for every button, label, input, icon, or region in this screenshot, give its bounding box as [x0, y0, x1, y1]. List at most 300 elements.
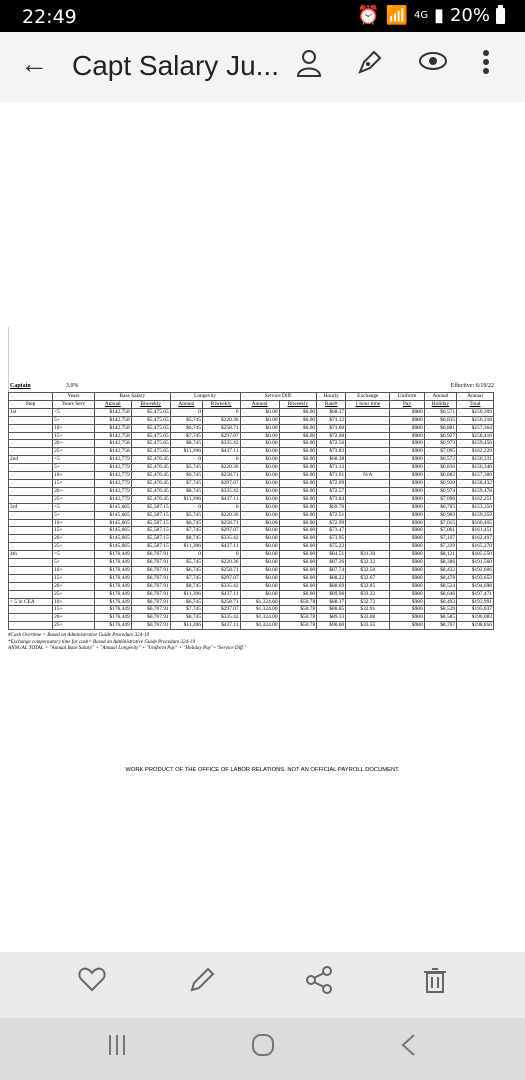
table-cell: $72.09: [317, 479, 346, 487]
table-cell: $297.07: [202, 432, 240, 440]
table-cell: $220.36: [202, 464, 240, 472]
table-cell: $335.42: [202, 535, 240, 543]
home-icon[interactable]: [250, 1032, 276, 1065]
table-cell: 15+: [53, 432, 95, 440]
table-cell: $195,037: [457, 606, 494, 614]
trash-icon[interactable]: [423, 966, 447, 1001]
status-time: 22:49: [22, 6, 77, 28]
table-cell: [346, 519, 390, 527]
table-cell: [9, 448, 53, 456]
table-cell: $8,493: [424, 598, 456, 606]
group-annual-total: Annual: [457, 393, 494, 401]
table-cell: $156,318: [457, 416, 494, 424]
table-cell: $437.11: [202, 448, 240, 456]
pen-icon[interactable]: [356, 48, 384, 83]
table-cell: $6,835: [424, 416, 456, 424]
table-cell: $142,779: [94, 495, 131, 503]
table-cell: $0.00: [240, 464, 279, 472]
table-cell: $437.11: [202, 622, 240, 630]
table-cell: $6,882: [424, 472, 456, 480]
table-cell: $176,449: [94, 598, 131, 606]
table-cell: $89.33: [317, 614, 346, 622]
system-nav-bar: [0, 1018, 525, 1080]
action-bar: [0, 952, 525, 1018]
table-cell: $0.00: [279, 456, 317, 464]
table-cell: $197,471: [457, 590, 494, 598]
table-cell: $142,779: [94, 479, 131, 487]
table-cell: 20+: [53, 582, 95, 590]
column-header: Pay: [390, 400, 424, 408]
table-cell: 25+: [53, 448, 95, 456]
table-cell: $193,652: [457, 574, 494, 582]
table-cell: $6,767.91: [131, 598, 170, 606]
table-cell: $196,083: [457, 614, 494, 622]
table-cell: [9, 606, 53, 614]
table-cell: [346, 535, 390, 543]
table-cell: $87.74: [317, 566, 346, 574]
table-cell: $6,881: [424, 424, 456, 432]
table-cell: 25+: [53, 590, 95, 598]
table-cell: [346, 479, 390, 487]
col-years: Years: [53, 393, 95, 401]
table-cell: $0.00: [240, 582, 279, 590]
table-cell: $176,449: [94, 559, 131, 567]
table-cell: $6,836: [424, 464, 456, 472]
table-cell: $0.00: [279, 424, 317, 432]
recents-icon[interactable]: [106, 1032, 128, 1064]
table-cell: $7,061: [424, 527, 456, 535]
table-row: [9, 495, 494, 503]
table-cell: 15+: [53, 574, 95, 582]
table-cell: $8,745: [170, 440, 202, 448]
salary-table: [8, 392, 494, 630]
note-line: #Cash Overtime = Based on Administrative Guide Procedure 324-19: [8, 632, 150, 639]
group-exchange: Exchange: [346, 393, 390, 401]
column-header: Rate#: [317, 400, 346, 408]
table-cell: $73.83: [317, 448, 346, 456]
table-cell: 0: [170, 551, 202, 559]
table-cell: $142,758: [94, 416, 131, 424]
column-header: Years Serv: [53, 400, 95, 408]
table-cell: $194,698: [457, 582, 494, 590]
table-cell: $198,856: [457, 622, 494, 630]
table-cell: $5,745: [170, 464, 202, 472]
group-service-diff: Service Diff.: [240, 393, 317, 401]
table-row: [9, 440, 494, 448]
table-cell: $145,665: [94, 527, 131, 535]
table-cell: $160,405: [457, 519, 494, 527]
table-cell: $5,475.65: [131, 432, 170, 440]
table-cell: $5,587.15: [131, 503, 170, 511]
table-cell: $980: [390, 503, 424, 511]
table-cell: $0.00: [240, 535, 279, 543]
table-cell: $980: [390, 424, 424, 432]
table-cell: $297.07: [202, 479, 240, 487]
column-header: Total: [457, 400, 494, 408]
table-cell: 0: [202, 503, 240, 511]
table-cell: $5,745: [170, 511, 202, 519]
table-row: [9, 598, 494, 606]
table-cell: $0.00: [240, 559, 279, 567]
salary-document: [8, 383, 496, 652]
table-cell: $11,396: [170, 590, 202, 598]
table-cell: $0.00: [240, 495, 279, 503]
column-header: Biweekly: [279, 400, 317, 408]
table-cell: $1,324.00: [240, 606, 279, 614]
table-row: [9, 503, 494, 511]
table-cell: $157,364: [457, 424, 494, 432]
table-cell: $6,974: [424, 487, 456, 495]
table-cell: $159,359: [457, 511, 494, 519]
table-cell: $980: [390, 487, 424, 495]
table-cell: $142,779: [94, 472, 131, 480]
table-cell: $5,476.45: [131, 479, 170, 487]
table-cell: [346, 487, 390, 495]
table-cell: $158,410: [457, 432, 494, 440]
table-cell: $145,665: [94, 519, 131, 527]
table-cell: 0: [202, 551, 240, 559]
table-cell: $0.00: [240, 566, 279, 574]
table-cell: $73.47: [317, 527, 346, 535]
table-cell: $176,449: [94, 590, 131, 598]
table-cell: $11,396: [170, 495, 202, 503]
table-cell: $258.71: [202, 472, 240, 480]
table-cell: $176,449: [94, 566, 131, 574]
table-cell: $72.57: [317, 487, 346, 495]
table-cell: $8,539: [424, 606, 456, 614]
table-cell: $142,779: [94, 456, 131, 464]
table-cell: $0.00: [240, 479, 279, 487]
table-cell: $75.22: [317, 543, 346, 551]
table-group-header: [9, 393, 494, 401]
table-cell: $185,550: [457, 551, 494, 559]
table-cell: 3rd: [9, 503, 53, 511]
table-cell: $6,928: [424, 479, 456, 487]
table-cell: $980: [390, 566, 424, 574]
column-header: Step: [9, 400, 53, 408]
table-cell: $1,324.00: [240, 598, 279, 606]
table-row: [9, 551, 494, 559]
column-header: Biweekly: [202, 400, 240, 408]
table-cell: $32.50: [346, 566, 390, 574]
table-cell: $145,665: [94, 503, 131, 511]
table-row: [9, 590, 494, 598]
table-cell: $6,745: [170, 519, 202, 527]
table-cell: $162,497: [457, 535, 494, 543]
note-line: *Exchange compensatory time for cash= Based on Administrative Guide Procedure 324-19: [8, 638, 195, 645]
table-cell: $980: [390, 408, 424, 416]
group-hourly: Hourly: [317, 393, 346, 401]
table-cell: $5,587.15: [131, 527, 170, 535]
table-cell: <5: [53, 456, 95, 464]
table-cell: $0.00: [240, 590, 279, 598]
table-cell: $5,475.65: [131, 416, 170, 424]
table-row: [9, 543, 494, 551]
table-cell: $157,386: [457, 472, 494, 480]
table-cell: $6,572: [424, 456, 456, 464]
table-cell: $50.78: [279, 614, 317, 622]
table-cell: $980: [390, 543, 424, 551]
table-cell: $7,015: [424, 519, 456, 527]
table-cell: $5,587.15: [131, 519, 170, 527]
table-cell: 25+: [53, 622, 95, 630]
table-cell: $176,449: [94, 614, 131, 622]
table-cell: $8,585: [424, 614, 456, 622]
app-bar: [0, 32, 525, 102]
table-cell: $11,396: [170, 543, 202, 551]
table-cell: $6,767.91: [131, 590, 170, 598]
table-cell: $32.67: [346, 574, 390, 582]
table-cell: $6,973: [424, 440, 456, 448]
heart-icon[interactable]: [78, 966, 106, 999]
table-cell: $0.00: [279, 487, 317, 495]
table-cell: $142,758: [94, 408, 131, 416]
table-cell: $0.00: [279, 503, 317, 511]
table-cell: [346, 464, 390, 472]
table-cell: 20+: [53, 535, 95, 543]
table-cell: $0.00: [240, 424, 279, 432]
table-cell: $980: [390, 479, 424, 487]
table-cell: $145,665: [94, 511, 131, 519]
table-cell: $5,745: [170, 559, 202, 567]
table-cell: $437.11: [202, 590, 240, 598]
status-icons: [357, 5, 505, 26]
table-cell: $6,767.91: [131, 574, 170, 582]
table-cell: $335.42: [202, 614, 240, 622]
signal-icon: ▮: [434, 5, 444, 26]
table-cell: $6,767.91: [131, 614, 170, 622]
table-cell: $0.00: [240, 519, 279, 527]
doc-notes: [8, 632, 496, 652]
table-cell: $32.32: [346, 559, 390, 567]
table-cell: $7,745: [170, 479, 202, 487]
table-cell: 10+: [53, 598, 95, 606]
page-title: Capt Salary Ju...: [72, 50, 279, 81]
table-cell: $980: [390, 551, 424, 559]
table-cell: [9, 432, 53, 440]
more-icon[interactable]: [480, 48, 492, 83]
table-cell: $5,476.45: [131, 464, 170, 472]
table-cell: $142,758: [94, 432, 131, 440]
table-cell: $0.00: [240, 511, 279, 519]
table-cell: $8,707: [424, 622, 456, 630]
table-row: [9, 566, 494, 574]
table-row: [9, 416, 494, 424]
table-cell: $0.00: [240, 543, 279, 551]
table-cell: $6,927: [424, 432, 456, 440]
table-cell: 5+: [53, 511, 95, 519]
table-cell: $980: [390, 511, 424, 519]
table-cell: $0.00: [279, 472, 317, 480]
table-cell: $297.07: [202, 527, 240, 535]
table-cell: N/A: [346, 472, 390, 480]
table-cell: [9, 416, 53, 424]
table-cell: $142,779: [94, 487, 131, 495]
table-cell: $68.37: [317, 408, 346, 416]
table-cell: $5,475.65: [131, 440, 170, 448]
effective-date: Effective: 6/19/22: [450, 383, 494, 389]
table-cell: $6,969: [424, 511, 456, 519]
status-bar: [0, 0, 525, 32]
table-cell: $0.00: [279, 440, 317, 448]
table-cell: 15+: [53, 527, 95, 535]
table-cell: $73.84: [317, 495, 346, 503]
table-cell: [9, 519, 53, 527]
table-cell: $5,476.45: [131, 495, 170, 503]
table-cell: $0.00: [240, 416, 279, 424]
table-cell: $87.26: [317, 559, 346, 567]
table-row: [9, 614, 494, 622]
table-cell: $8,745: [170, 614, 202, 622]
table-cell: $7,229: [424, 543, 456, 551]
table-cell: $220.36: [202, 559, 240, 567]
table-cell: 15+: [53, 606, 95, 614]
document-viewer[interactable]: [0, 102, 525, 952]
table-cell: 5+: [53, 559, 95, 567]
table-cell: $297.07: [202, 574, 240, 582]
table-cell: $0.00: [240, 432, 279, 440]
table-row: [9, 535, 494, 543]
doc-footer: WORK PRODUCT OF THE OFFICE OF LABOR RELATIONS. NOT AN OFFICIAL PAYROLL DOCUMENT.: [125, 767, 400, 773]
table-cell: $6,767.91: [131, 559, 170, 567]
table-cell: <5: [53, 503, 95, 511]
back-icon[interactable]: [398, 1032, 418, 1065]
table-cell: 1st: [9, 408, 53, 416]
table-cell: $980: [390, 535, 424, 543]
table-cell: $33.08: [346, 614, 390, 622]
table-cell: $176,449: [94, 622, 131, 630]
table-cell: $6,767.91: [131, 582, 170, 590]
table-cell: $0.00: [240, 472, 279, 480]
table-row: [9, 408, 494, 416]
table-cell: $71.12: [317, 416, 346, 424]
table-row: [9, 487, 494, 495]
table-cell: $980: [390, 432, 424, 440]
table-cell: $8,745: [170, 487, 202, 495]
table-cell: $142,758: [94, 448, 131, 456]
eye-icon[interactable]: [418, 48, 448, 81]
table-cell: $335.42: [202, 487, 240, 495]
table-cell: $33.32: [346, 590, 390, 598]
table-cell: $6,571: [424, 408, 456, 416]
table-cell: $437.11: [202, 495, 240, 503]
table-cell: $6,745: [170, 472, 202, 480]
table-cell: $258.71: [202, 519, 240, 527]
table-cell: $258.71: [202, 566, 240, 574]
table-row: [9, 464, 494, 472]
table-cell: 0: [202, 408, 240, 416]
table-cell: 25+: [53, 495, 95, 503]
table-cell: $88.85: [317, 606, 346, 614]
table-cell: [346, 408, 390, 416]
table-cell: $142,758: [94, 424, 131, 432]
table-cell: [9, 495, 53, 503]
table-cell: $8,524: [424, 582, 456, 590]
table-cell: $0.00: [240, 551, 279, 559]
table-cell: $69.76: [317, 503, 346, 511]
table-cell: $0.00: [279, 551, 317, 559]
table-cell: 10+: [53, 424, 95, 432]
table-cell: 4th: [9, 551, 53, 559]
table-body: [9, 408, 494, 629]
table-cell: [9, 511, 53, 519]
table-cell: $335.42: [202, 440, 240, 448]
table-cell: 20+: [53, 440, 95, 448]
table-cell: $50.78: [279, 606, 317, 614]
table-cell: $162,251: [457, 495, 494, 503]
table-cell: [9, 582, 53, 590]
table-cell: $6,745: [170, 424, 202, 432]
table-cell: $90.60: [317, 622, 346, 630]
table-cell: $980: [390, 464, 424, 472]
table-cell: $5,587.15: [131, 535, 170, 543]
doc-header: [8, 383, 496, 392]
table-cell: $5,475.65: [131, 408, 170, 416]
table-cell: $88.22: [317, 574, 346, 582]
table-cell: $980: [390, 622, 424, 630]
table-cell: $5,587.15: [131, 511, 170, 519]
table-cell: $0.00: [279, 582, 317, 590]
table-cell: $980: [390, 519, 424, 527]
table-cell: 10+: [53, 519, 95, 527]
table-cell: $0.00: [240, 574, 279, 582]
table-cell: [9, 527, 53, 535]
alarm-icon: ⏰: [357, 5, 380, 26]
table-cell: $5,587.15: [131, 543, 170, 551]
table-cell: $980: [390, 559, 424, 567]
group-uniform: Uniform: [390, 393, 424, 401]
table-cell: $165,270: [457, 543, 494, 551]
pencil-icon[interactable]: [188, 966, 216, 1001]
table-cell: $192,606: [457, 566, 494, 574]
table-cell: $6,745: [170, 566, 202, 574]
table-cell: $145,665: [94, 535, 131, 543]
table-cell: [9, 622, 53, 630]
table-cell: [346, 448, 390, 456]
table-cell: $220.36: [202, 511, 240, 519]
table-cell: $176,449: [94, 582, 131, 590]
table-cell: 0: [202, 456, 240, 464]
table-cell: $32.91: [346, 606, 390, 614]
arrow-left-icon[interactable]: ←: [20, 48, 48, 79]
table-cell: $8,745: [170, 535, 202, 543]
table-cell: $156,340: [457, 464, 494, 472]
table-cell: $193,991: [457, 598, 494, 606]
table-cell: $0.00: [240, 527, 279, 535]
table-cell: $7,095: [424, 448, 456, 456]
table-cell: $0.00: [279, 535, 317, 543]
table-cell: $0.00: [240, 408, 279, 416]
table-cell: $88.37: [317, 598, 346, 606]
table-cell: $0.00: [279, 432, 317, 440]
column-header: Biweekly: [131, 400, 170, 408]
table-cell: <5: [53, 551, 95, 559]
table-cell: $72.56: [317, 440, 346, 448]
table-cell: $8,646: [424, 590, 456, 598]
table-cell: [346, 511, 390, 519]
table-cell: $72.51: [317, 511, 346, 519]
person-icon[interactable]: [296, 48, 322, 85]
network-type: 4G: [413, 10, 429, 21]
share-icon[interactable]: [305, 966, 333, 1001]
table-cell: $176,449: [94, 551, 131, 559]
table-cell: $8,478: [424, 574, 456, 582]
table-cell: $145,665: [94, 543, 131, 551]
table-cell: $0.00: [240, 487, 279, 495]
table-cell: 15+: [53, 479, 95, 487]
table-cell: $0.00: [279, 408, 317, 416]
table-cell: [9, 614, 53, 622]
